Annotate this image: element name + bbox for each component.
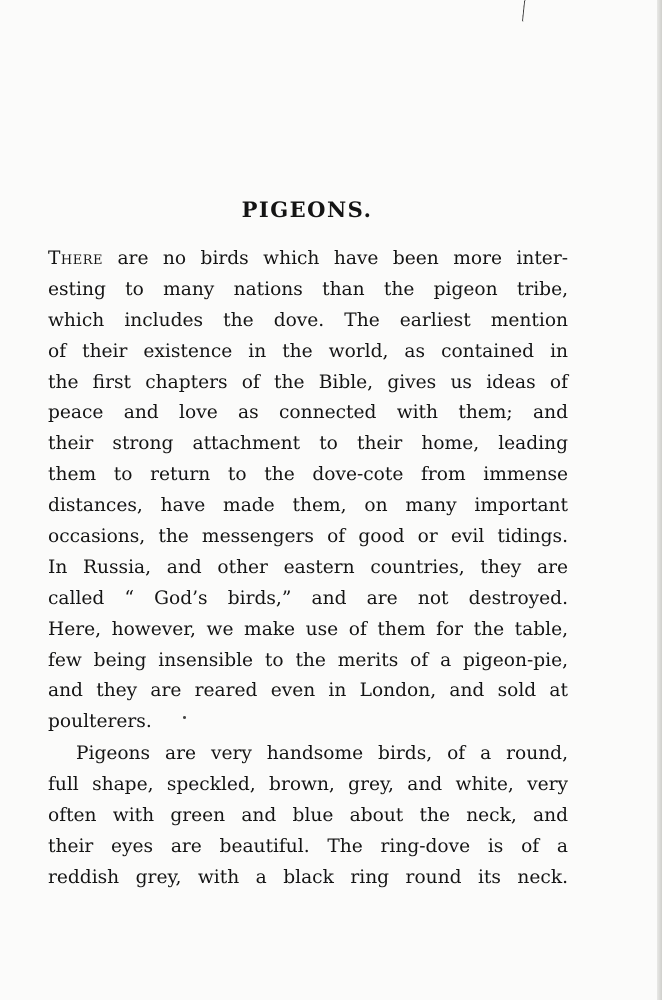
margin-mark [522, 0, 531, 22]
text-line: their eyes are beautiful. The ring-dove is of a [48, 835, 568, 857]
text-line: poulterers. [48, 711, 152, 733]
text-line: full shape, speckled, brown, grey, and white, very [48, 773, 568, 795]
text-line: peace and love as connected with them; and [48, 402, 568, 424]
paragraph-2 [48, 739, 568, 893]
text-line: which includes the dove. The earliest mention [48, 309, 568, 331]
paragraph-1 [48, 244, 568, 738]
text-line [48, 244, 568, 275]
text-line: and they are reared even in London, and sold at [48, 680, 568, 702]
ink-speck [183, 716, 186, 719]
text-line: often with green and blue about the neck, and [48, 804, 568, 826]
text-line: of their existence in the world, as contained in [48, 340, 568, 362]
text-line: them to return to the dove-cote from immense [48, 464, 568, 486]
text-line: few being insensible to the merits of a pigeon-pie, [48, 649, 568, 671]
text-line: reddish grey, with a black ring round its neck. [48, 866, 568, 888]
text-line: esting to many nations than the pigeon tribe, [48, 278, 568, 300]
chapter-title: PIGEONS. [241, 197, 373, 222]
page-edge [657, 0, 662, 1000]
text-line: called “ God’s birds,” and are not destroyed. [48, 587, 568, 609]
text-line: occasions, the messengers of good or evil tidings. [48, 526, 568, 548]
text-line: the first chapters of the Bible, gives us ideas of [48, 371, 568, 393]
text-line: In Russia, and other eastern countries, they are [48, 556, 568, 578]
text-line: their strong attachment to their home, leading [48, 433, 568, 455]
drop-word: There [48, 248, 104, 269]
text-line: Pigeons are very handsome birds, of a round, [76, 743, 568, 764]
text-line: distances, have made them, on many important [48, 495, 568, 517]
text-line: Here, however, we make use of them for the table, [48, 618, 568, 640]
text-line-rest: are no birds which have been more inter- [103, 248, 568, 269]
